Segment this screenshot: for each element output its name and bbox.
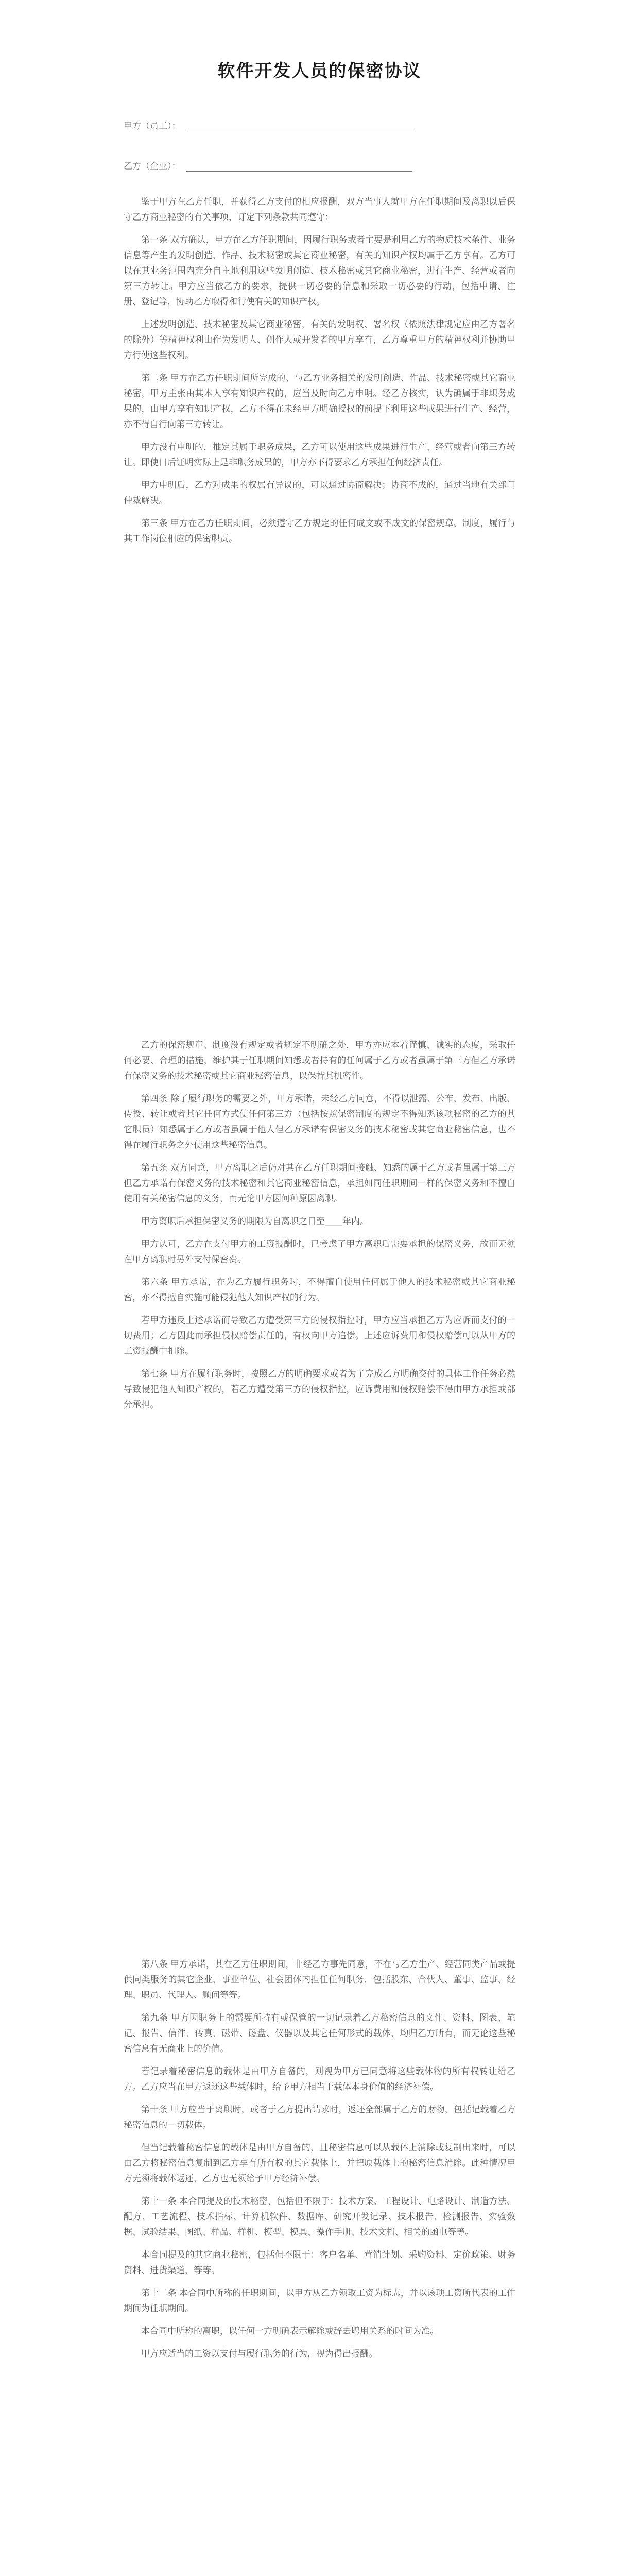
paragraph: 第三条 甲方在乙方任职期间，必须遵守乙方规定的任何成文或不成文的保密规章、制度，履行与其工作岗位相应的保密职责。 bbox=[124, 518, 515, 544]
paragraph: 第六条 甲方承诺，在为乙方履行职务时，不得擅自使用任何属于他人的技术秘密或其它商业秘密，亦不得擅自实施可能侵犯他人知识产权的行为。 bbox=[124, 1277, 515, 1303]
paragraph: 甲方离职后承担保密义务的期限为自离职之日至＿＿年内。 bbox=[141, 1216, 369, 1227]
paragraph: 第四条 除了履行职务的需要之外，甲方承诺，未经乙方同意，不得以泄露、公布、发布、出版、传授、转让或者其它任何方式使任何第三方（包括按照保密制度的规定不得知悉该项秘密的乙方的其它职员）知悉属于乙方或者虽属于他人但乙方承诺有保密义务的技术秘密或其它商业秘密信息，也不得在履行职务之外使用这些秘密信息。 bbox=[124, 1094, 515, 1150]
paragraph: 乙方的保密规章、制度没有规定或者规定不明确之处，甲方亦应本着谨慎、诚实的态度，采取任何必要、合理的措施，维护其于任职期间知悉或者持有的任何属于乙方或者虽属于第三方但乙方承诺有保密义务的技术秘密或其它商业秘密信息，以保持其机密性。 bbox=[124, 1040, 515, 1081]
paragraph: 第八条 甲方承诺，其在乙方任职期间，非经乙方事先同意，不在与乙方生产、经营同类产品或提供同类服务的其它企业、事业单位、社会团体内担任任何职务，包括股东、合伙人、董事、监事、经理、职员、代理人、顾问等等。 bbox=[124, 1959, 515, 2001]
clauses-section bbox=[124, 194, 515, 547]
paragraph: 第五条 双方同意，甲方离职之后仍对其在乙方任职期间接触、知悉的属于乙方或者虽属于第三方但乙方承诺有保密义务的技术秘密和其它商业秘密信息，承担如同任职期间一样的保密义务和不擅自使用有关秘密信息的义务，而无论甲方因何种原因离职。 bbox=[124, 1163, 515, 1204]
paragraph: 第九条 甲方因职务上的需要所持有或保管的一切记录着乙方秘密信息的文件、资料、图表、笔记、报告、信件、传真、磁带、磁盘、仪器以及其它任何形式的载体，均归乙方所有，而无论这些秘密信息有无商业上的价值。 bbox=[124, 2013, 515, 2054]
paragraph: 甲方应适当的工资以支付与履行职务的行为，视为得出报酬。 bbox=[141, 2349, 377, 2359]
paragraph: 若甲方违反上述承诺而导致乙方遭受第三方的侵权指控时，甲方应当承担乙方为应诉而支付的一切费用；乙方因此而承担侵权赔偿责任的，有权向甲方追偿。上述应诉费用和侵权赔偿可以从甲方的工资报酬中扣除。 bbox=[124, 1315, 515, 1357]
paragraph: 本合同中所称的离职，以任何一方明确表示解除或辞去聘用关系的时间为准。 bbox=[141, 2326, 439, 2336]
paragraph: 第十条 甲方应当于离职时，或者于乙方提出请求时，返还全部属于乙方的财物，包括记载着乙方秘密信息的一切载体。 bbox=[124, 2105, 515, 2130]
document-page-3 bbox=[0, 1807, 639, 2576]
party-b-label: 乙方（企业）： bbox=[124, 161, 181, 172]
clauses-section bbox=[124, 1807, 515, 2362]
paragraph: 鉴于甲方在乙方任职，并获得乙方支付的相应报酬，双方当事人就甲方在任职期间及离职以后保守乙方商业秘密的有关事项，订定下列条款共同遵守： bbox=[124, 197, 515, 223]
party-a-blank bbox=[186, 122, 412, 131]
paragraph: 若记录着秘密信息的载体是由甲方自备的，则视为甲方已同意将这些载体物的所有权转让给乙方。乙方应当在甲方返还这些载体时，给予甲方相当于载体本身价值的经济补偿。 bbox=[124, 2066, 515, 2092]
paragraph: 但当记载着秘密信息的载体是由甲方自备的，且秘密信息可以从载体上消除或复制出来时，可以由乙方将秘密信息复制到乙方享有所有权的其它载体上，并把原载体上的秘密信息消除。此种情况甲方无须将载体返还，乙方也无须给予甲方经济补偿。 bbox=[124, 2143, 515, 2184]
document-page-2 bbox=[0, 904, 639, 1807]
paragraph: 第十二条 本合同中所称的任职期间，以甲方从乙方领取工资为标志，并以该项工资所代表的工作期间为任职期间。 bbox=[124, 2288, 515, 2314]
paragraph: 上述发明创造、技术秘密及其它商业秘密，有关的发明权、署名权（依照法律规定应由乙方署名的除外）等精神权利由作为发明人、创作人或开发者的甲方享有，乙方尊重甲方的精神权利并协助甲方行使这些权利。 bbox=[124, 319, 515, 361]
paragraph: 第一条 双方确认，甲方在乙方任职期间，因履行职务或者主要是利用乙方的物质技术条件、业务信息等产生的发明创造、作品、技术秘密或其它商业秘密，有关的知识产权均属于乙方享有。乙方可以在其业务范围内充分自主地利用这些发明创造、技术秘密或其它商业秘密，进行生产、经营或者向第三方转让。甲方应当依乙方的要求，提供一切必要的信息和采取一切必要的行动，包括申请、注册、登记等，协助乙方取得和行使有关的知识产权。 bbox=[124, 235, 515, 307]
paragraph: 第十一条 本合同提及的技术秘密，包括但不限于：技术方案、工程设计、电路设计、制造方法、配方、工艺流程、技术指标、计算机软件、数据库、研究开发记录、技术报告、检测报告、实验数据、试验结果、图纸、样品、样机、模型、模具、操作手册、技术文档、相关的函电等等。 bbox=[124, 2196, 515, 2238]
paragraph: 第七条 甲方在履行职务时，按照乙方的明确要求或者为了完成乙方明确交付的具体工作任务必然导致侵犯他人知识产权的，若乙方遭受第三方的侵权指控，应诉费用和侵权赔偿不得由甲方承担或部分承担。 bbox=[124, 1369, 515, 1410]
clauses-section bbox=[124, 904, 515, 1413]
paragraph: 第二条 甲方在乙方任职期间所完成的、与乙方业务相关的发明创造、作品、技术秘密或其它商业秘密，甲方主张由其本人享有知识产权的，应当及时向乙方申明。经乙方核实，认为确属于非职务成果的，由甲方享有知识产权，乙方不得在未经甲方明确授权的前提下利用这些成果进行生产、经营，亦不得自行向第三方转让。 bbox=[124, 373, 515, 430]
document-title: 软件开发人员的保密协议 bbox=[217, 61, 422, 81]
paragraph: 甲方申明后，乙方对成果的权属有异议的，可以通过协商解决；协商不成的，通过当地有关部门仲裁解决。 bbox=[124, 480, 515, 506]
party-b-blank bbox=[186, 162, 412, 172]
document-page-1 bbox=[0, 0, 639, 904]
party-b-line bbox=[124, 158, 515, 172]
party-a-line bbox=[124, 118, 515, 131]
paragraph: 甲方没有申明的，推定其属于职务成果，乙方可以使用这些成果进行生产、经营或者向第三方转让。即使日后证明实际上是非职务成果的，甲方亦不得要求乙方承担任何经济责任。 bbox=[124, 442, 515, 468]
paragraph: 本合同提及的其它商业秘密，包括但不限于：客户名单、营销计划、采购资料、定价政策、财务资料、进货渠道、等等。 bbox=[124, 2250, 515, 2276]
party-a-label: 甲方（员工）： bbox=[124, 121, 181, 131]
paragraph: 甲方认可，乙方在支付甲方的工资报酬时，已考虑了甲方离职后需要承担的保密义务，故而无须在甲方离职时另外支付保密费。 bbox=[124, 1239, 515, 1265]
